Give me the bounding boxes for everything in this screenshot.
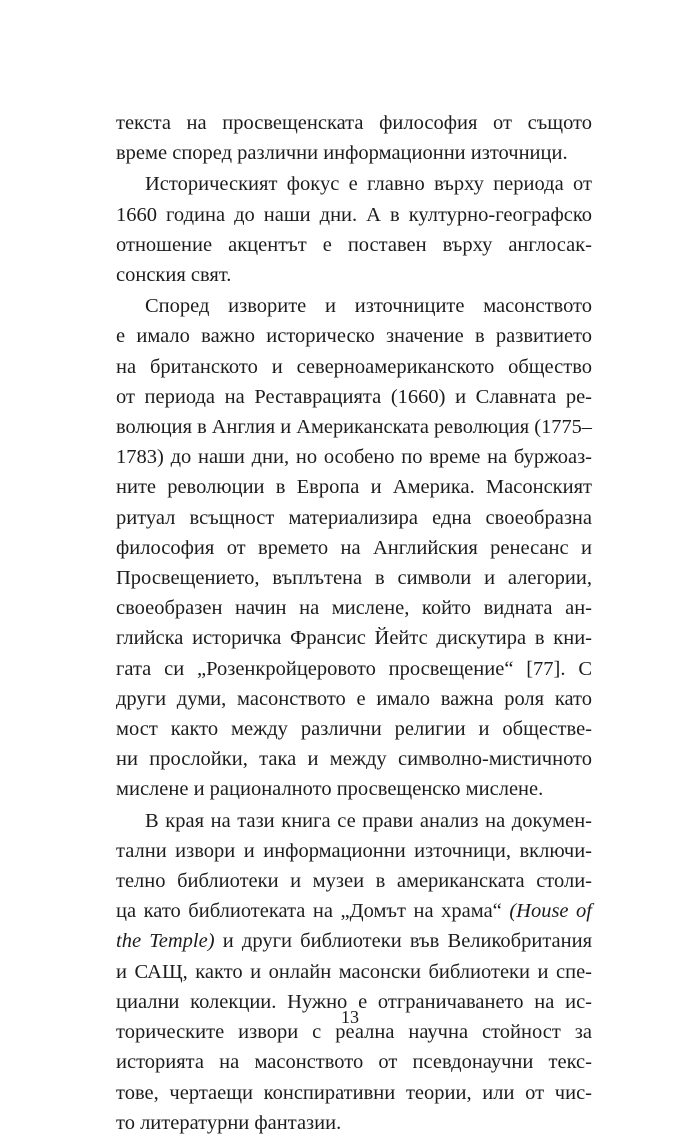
paragraph-1 — [116, 108, 592, 168]
text-line: текста на просвещенската философия от същото — [116, 112, 592, 134]
paragraph-3 — [116, 291, 592, 804]
italic-title: (House of — [509, 900, 593, 923]
text-line: В края на тази книга се прави анализ на докумен- — [145, 809, 592, 832]
text-line — [116, 896, 592, 926]
text-line: ритуал всъщност материализира една своеобразна — [116, 506, 592, 529]
text-line: време според различни информационни източници. — [116, 142, 568, 165]
text-line: 1660 година до наши дни. А в културно-географско — [116, 203, 592, 226]
text-line: торическите извори с реална научна стойност за — [116, 1021, 592, 1044]
text-line: гата си „Розенкройцеровото просвещение“ [77]. С — [116, 657, 592, 680]
text-line: мислене и рационалното просвещенско мислене. — [116, 778, 544, 801]
text-line: философия от времето на Английския ренесанс и — [116, 536, 592, 559]
text-line — [116, 926, 592, 956]
text-line: други думи, масонството е имало важна роля като — [116, 687, 592, 710]
text-line: то литературни фантазии. — [116, 1111, 342, 1134]
text-line: 1783) до наши дни, но особено по време на буржоаз- — [116, 446, 592, 469]
text-fragment: ца като библиотеката на „Домът на храма“ — [116, 900, 510, 923]
text-line: е имало важно историческо значение в развитието — [116, 325, 592, 348]
text-line: ни прослойки, така и между символно-мистичното — [116, 748, 592, 771]
text-line: своеобразен начин на мислене, който видната ан- — [116, 597, 592, 620]
text-fragment: и други библиотеки във Великобритания — [214, 930, 592, 953]
text-line: и САЩ, както и онлайн масонски библиотеки и спе- — [116, 960, 592, 983]
page-body — [116, 108, 592, 1138]
text-line: Историческият фокус е главно върху периода от — [145, 173, 592, 196]
text-line: тове, чертаещи конспиративни теории, или от чис- — [116, 1081, 592, 1104]
page-number: 13 — [341, 1007, 359, 1027]
text-line: тални извори и информационни източници, включи- — [116, 839, 592, 862]
text-line: на британското и северноамериканското общество — [116, 355, 592, 378]
text-line: глийска историчка Франсис Йейтс дискутира в кни- — [116, 627, 592, 650]
text-line: сонския свят. — [116, 264, 232, 287]
italic-title: the Temple) — [116, 930, 215, 953]
text-line: волюция в Англия и Американската революция (1775– — [116, 416, 592, 439]
text-line: ните революции в Европа и Америка. Масонският — [116, 476, 592, 499]
text-line: мост както между различни религии и обществе- — [116, 718, 592, 741]
text-line: Просвещението, въплътена в символи и алегории, — [116, 567, 592, 590]
text-line: отношение акцентът е поставен върху англосак- — [116, 233, 592, 256]
text-line: телно библиотеки и музеи в американската столи- — [116, 870, 592, 893]
text-line: Според изворите и източниците масонството — [145, 295, 592, 318]
paragraph-2 — [116, 169, 592, 290]
text-line: от периода на Реставрацията (1660) и Славната ре- — [116, 385, 592, 408]
text-line: циални колекции. Нужно е отграничаването на ис- — [116, 990, 592, 1013]
paragraph-4 — [116, 806, 592, 1138]
text-line: историята на масонството от псевдонаучни текс- — [116, 1051, 592, 1074]
